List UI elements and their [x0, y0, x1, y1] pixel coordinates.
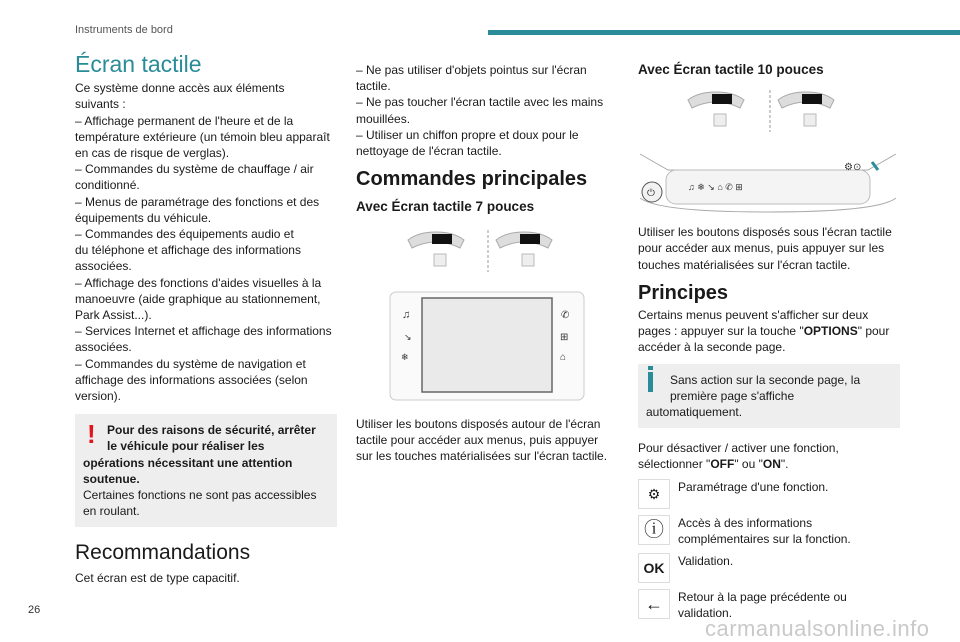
text-line: Utiliser les boutons disposés autour de l'écran [356, 416, 601, 431]
section-title-main-controls: Commandes principales [356, 168, 588, 191]
info-note-box [638, 364, 900, 429]
text-line: – Commandes du système de navigation et [75, 356, 306, 371]
text-fragment: ". [780, 457, 789, 472]
text-line: associées. [75, 259, 132, 274]
subtitle-10-inch: Avec Écran tactile 10 pouces [638, 62, 824, 77]
warning-line: en roulant. [83, 504, 140, 519]
warning-line: soutenue. [83, 471, 140, 486]
info-i-icon [648, 372, 653, 392]
svg-text:⊞: ⊞ [560, 331, 569, 343]
text-line: Accès à des informations [678, 515, 813, 530]
info-line: première page s'affiche [670, 388, 795, 403]
text-line: version). [75, 389, 122, 404]
text-line: équipements du véhicule. [75, 210, 212, 225]
text-fragment: pages : appuyer sur la touche " [638, 324, 804, 339]
options-keyword: OPTIONS [803, 324, 858, 339]
steering-wheel-left-icon [688, 92, 744, 126]
warning-line: le véhicule pour réaliser les [107, 439, 265, 454]
steering-wheels-illustration-10 [638, 88, 900, 134]
svg-text:↘: ↘ [404, 331, 412, 342]
text-line: complémentaires sur la fonction. [678, 531, 851, 546]
svg-text:⚙⊙: ⚙⊙ [844, 162, 862, 174]
care-instructions [356, 62, 612, 159]
recommendations-text: Cet écran est de type capacitif. [75, 570, 240, 585]
back-arrow-icon: ← [638, 589, 670, 619]
text-line: manoeuvre (aide graphique au stationnement, [75, 291, 321, 306]
text-line: nettoyage de l'écran tactile. [356, 144, 502, 159]
column-2 [356, 62, 612, 470]
touchscreen-7-illustration [356, 288, 612, 408]
text-line: en cas de risque de verglas). [75, 146, 230, 161]
section-title-touchscreen: Écran tactile [75, 51, 202, 77]
text-line: – Affichage permanent de l'heure et de la [75, 113, 294, 128]
warning-exclamation-icon: ! [87, 419, 96, 450]
svg-text:✆: ✆ [561, 309, 570, 321]
text-line: mouillées. [356, 111, 411, 126]
header-bar [488, 30, 960, 35]
text-line: pour accéder aux menus, puis appuyer sur les [638, 241, 885, 256]
text-line: Paramétrage d'une fonction. [678, 479, 829, 494]
warning-line: Pour des raisons de sécurité, arrêter [107, 423, 316, 438]
text-line: – Services Internet et affichage des informations [75, 324, 332, 339]
column-1 [75, 50, 337, 592]
icon-row-ok [638, 553, 900, 583]
steering-wheel-right-icon [778, 92, 834, 126]
7-inch-instructions [356, 416, 612, 465]
safety-warning-box [75, 414, 337, 527]
icon-description [678, 479, 828, 495]
intro-text [75, 80, 337, 404]
warning-line: Certaines fonctions ne sont pas accessibles [83, 488, 317, 503]
text-line: sur les touches matérialisées sur l'écran tactile. [356, 449, 608, 464]
settings-icon: ⚙ [638, 479, 670, 509]
watermark: carmanualsonline.info [705, 616, 930, 641]
text-line: – Commandes du système de chauffage / air [75, 162, 314, 177]
icon-row-settings [638, 479, 900, 509]
text-fragment: " ou " [734, 457, 763, 472]
steering-wheels-illustration-7 [356, 226, 612, 276]
text-line: Ce système donne accès aux éléments [75, 81, 285, 96]
text-line: affichage des informations associées (selon [75, 372, 308, 387]
text-line [638, 323, 900, 339]
steering-wheel-left-icon [408, 232, 464, 266]
info-icon: ⓘ [638, 515, 670, 545]
text-line: – Commandes des équipements audio et [75, 227, 294, 242]
text-line: tactile pour accéder aux menus, puis appuyer [356, 432, 599, 447]
text-fragment: sélectionner " [638, 457, 711, 472]
steering-wheel-right-icon [496, 232, 552, 266]
warning-line: opérations nécessitant une attention [83, 455, 293, 470]
svg-text:♫ ❄ ↘ ⌂ ✆ ⊞: ♫ ❄ ↘ ⌂ ✆ ⊞ [688, 182, 743, 193]
icon-description [678, 553, 733, 569]
text-line: associées. [75, 340, 132, 355]
svg-text:❄: ❄ [401, 351, 409, 362]
text-line: – Ne pas utiliser d'objets pointus sur l'écran [356, 63, 587, 77]
on-keyword: ON [762, 457, 781, 472]
text-line: suivants : [75, 97, 126, 112]
10-inch-instructions [638, 224, 900, 273]
text-line: – Menus de paramétrage des fonctions et des [75, 194, 320, 209]
touchscreen-10-illustration [638, 140, 900, 214]
text-line [638, 456, 900, 472]
principles-text [638, 307, 900, 356]
column-3 [638, 58, 900, 627]
text-line: température extérieure (un témoin bleu apparaît [75, 129, 330, 144]
ok-icon: OK [638, 553, 670, 583]
svg-text:⌂: ⌂ [560, 351, 567, 363]
text-line: Park Assist...). [75, 308, 152, 323]
svg-text:♫: ♫ [402, 308, 411, 321]
text-line: Pour désactiver / activer une fonction, [638, 441, 839, 456]
info-line: automatiquement. [646, 405, 743, 420]
text-line: Utiliser les boutons disposés sous l'écran tactile [638, 225, 892, 240]
section-title-recommendations: Recommandations [75, 541, 251, 565]
text-line: du téléphone et affichage des informations [75, 243, 301, 258]
text-line: validation. [678, 606, 733, 621]
off-keyword: OFF [710, 457, 735, 472]
icon-description [678, 515, 851, 547]
text-line: – Ne pas toucher l'écran tactile avec les mains [356, 95, 604, 110]
text-line: Validation. [678, 554, 734, 569]
text-line: tactile. [356, 79, 391, 94]
icon-row-info [638, 515, 900, 547]
text-fragment: " pour [857, 324, 890, 339]
text-line: conditionné. [75, 178, 140, 193]
toggle-text [638, 440, 900, 472]
text-line: touches matérialisées sur l'écran tactile. [638, 257, 851, 272]
header-title: Instruments de bord [75, 24, 173, 36]
text-line: – Utiliser un chiffon propre et doux pour le [356, 127, 579, 142]
info-line: Sans action sur la seconde page, la [670, 372, 861, 387]
subtitle-7-inch: Avec Écran tactile 7 pouces [356, 199, 535, 215]
section-title-principles: Principes [638, 281, 729, 304]
text-line: Certains menus peuvent s'afficher sur deux [638, 308, 869, 323]
text-line: Retour à la page précédente ou [678, 590, 847, 605]
text-line: accéder à la seconde page. [638, 340, 786, 355]
text-line: – Affichage des fonctions d'aides visuelles à la [75, 275, 322, 290]
page-number: 26 [28, 604, 41, 616]
svg-text:⏻: ⏻ [647, 188, 655, 200]
